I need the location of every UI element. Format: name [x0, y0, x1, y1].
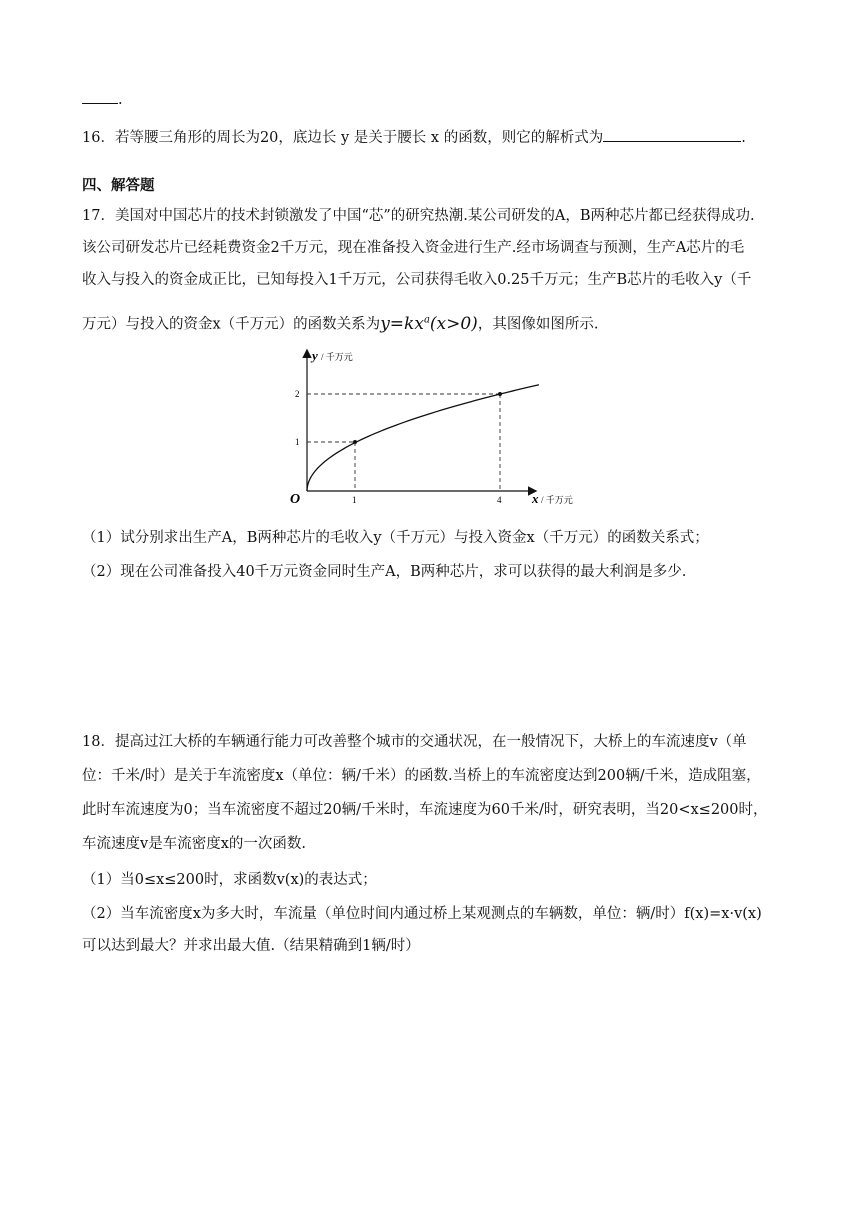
- section-heading: 四、解答题: [82, 177, 155, 194]
- point-1-1: [353, 440, 357, 444]
- question-16: 16．若等腰三角形的周长为20，底边长 y 是关于腰长 x 的函数，则它的解析式为 .: [82, 126, 746, 148]
- point-4-2: [498, 392, 502, 396]
- question-18-line-4: 车流速度v是车流密度x的一次函数.: [82, 836, 306, 852]
- question-17-line-1: 17．美国对中国芯片的技术封锁激发了中国“芯”的研究热潮.某公司研发的A，B两种芯片都已经获得成功.: [82, 208, 755, 224]
- y-tick-2: 2: [295, 389, 300, 399]
- y-axis-unit: / 千万元: [321, 352, 353, 362]
- x-axis-unit: / 千万元: [541, 495, 573, 505]
- y-axis-label: y: [312, 348, 318, 363]
- question-18-part-1: （1）当0≤x≤200时，求函数v(x)的表达式；: [82, 872, 377, 888]
- origin-label: O: [290, 492, 301, 507]
- y-tick-1: 1: [295, 437, 300, 447]
- prev-answer-blank: .: [82, 88, 123, 110]
- question-18-line-1: 18．提高过江大桥的车辆通行能力可改善整个城市的交通状况，在一般情况下，大桥上的车流速度v（单: [82, 734, 747, 750]
- question-18-part-2: （2）当车流密度x为多大时，车流量（单位时间内通过桥上某观测点的车辆数，单位：辆/时）f(x)=x·v(x): [82, 906, 762, 922]
- question-18-part-2-cont: 可以达到最大？并求出最大值.（结果精确到1辆/时）: [82, 938, 420, 954]
- question-16-text: 16．若等腰三角形的周长为20，底边长 y 是关于腰长 x 的函数，则它的解析式为: [82, 130, 604, 146]
- question-17-part-2: （2）现在公司准备投入40千万元资金同时生产A，B两种芯片，求可以获得的最大利润是多少.: [82, 564, 687, 580]
- question-18-line-2: 位：千米/时）是关于车流密度x（单位：辆/千米）的函数.当桥上的车流密度达到200辆/千米，造成阻塞，: [82, 768, 761, 784]
- question-17-line-3: 收入与投入的资金成正比，已知每投入1千万元，公司获得毛收入0.25千万元；生产B芯片的毛收入y（千: [82, 272, 752, 288]
- question-18-line-3: 此时车流速度为0；当车流密度不超过20辆/千米时，车流速度为60千米/时，研究表明，当20<x≤200时，: [82, 802, 768, 818]
- question-17-part-1: （1）试分别求出生产A，B两种芯片的毛收入y（千万元）与投入资金x（千万元）的函数关系式；: [82, 530, 709, 546]
- formula: $y=kx^a(x>0)$: [380, 313, 478, 334]
- curve: [307, 385, 539, 491]
- x-axis-label: x: [532, 491, 539, 506]
- function-graph: [280, 345, 610, 515]
- question-17-line-4: 万元）与投入的资金x（千万元）的函数关系为$y=kx^a(x>0)$，其图像如图所示.: [82, 313, 599, 334]
- question-17-line-2: 该公司研发芯片已经耗费资金2千万元，现在准备投入资金进行生产.经市场调查与预测，生产A芯片的毛: [82, 240, 745, 256]
- x-tick-1: 1: [352, 495, 357, 505]
- x-tick-4: 4: [497, 495, 502, 505]
- answer-blank: [603, 126, 741, 142]
